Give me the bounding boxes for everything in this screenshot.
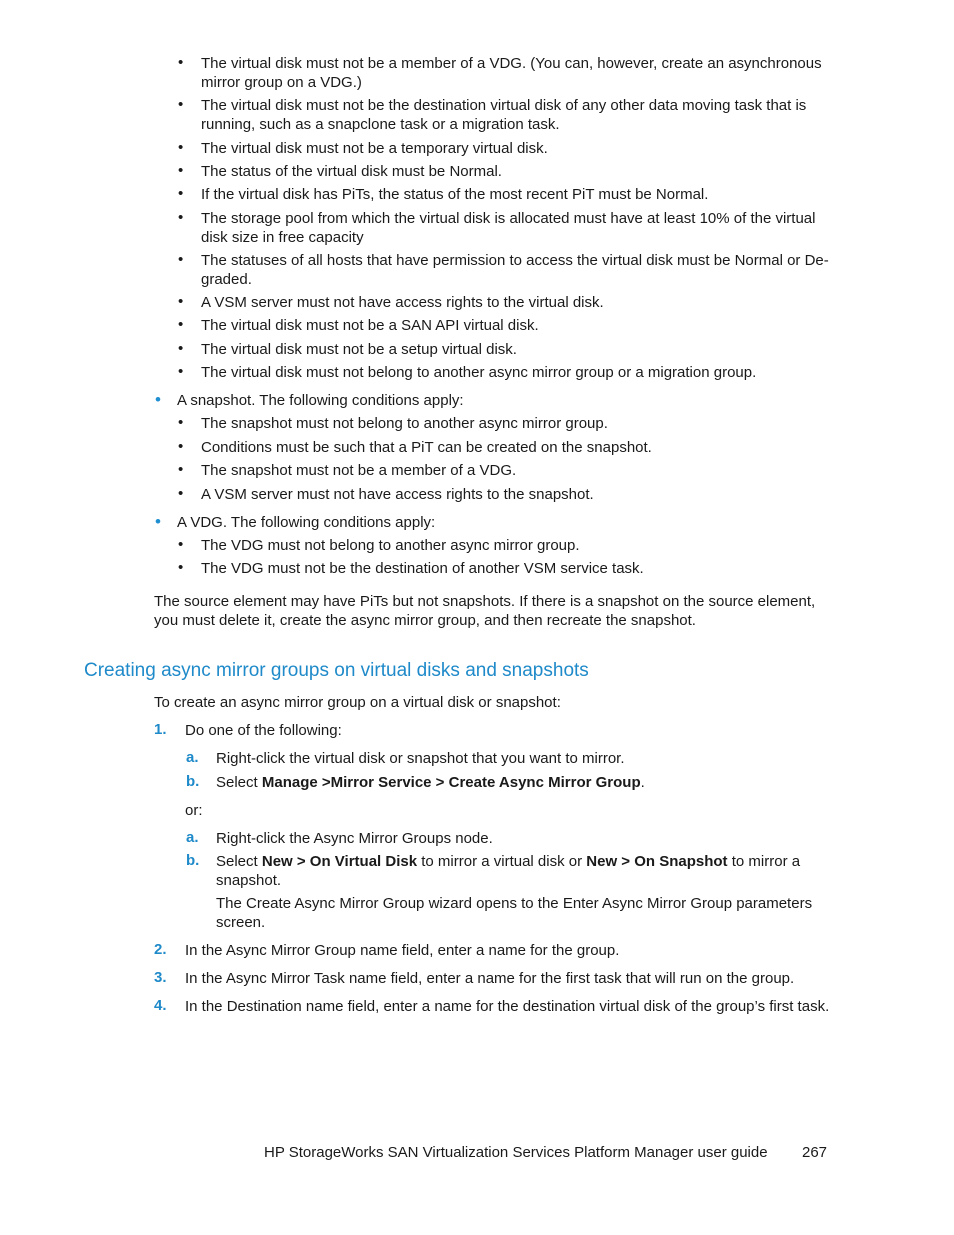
bullet-icon: • [178,185,184,202]
bullet-icon: • [178,438,184,455]
bullet-icon: • [155,512,161,531]
list-item: The virtual disk must not be a temporary virtual disk. [201,140,548,157]
step-text: In the Async Mirror Task name field, enter a name for the first task that will run on the group. [185,970,795,987]
bullet-icon: • [178,363,184,380]
menu-path: New > On Virtual Disk [261,853,418,870]
list-item: The virtual disk must not be a member of a VDG. (You can, however, create an asynchronous mirror group on a VDG.) [201,55,822,91]
menu-path: New > On Snapshot [586,853,728,870]
or-label: or: [185,802,203,819]
list-item: The virtual disk must not be a setup virtual disk. [201,341,517,358]
list-item: The status of the virtual disk must be Normal. [201,163,502,180]
substep-letter: a. [186,829,199,846]
step-text: Do one of the following: [185,722,342,739]
bullet-icon: • [178,536,184,553]
snapshot-intro: A snapshot. The following conditions apply: [177,392,464,409]
list-item: The storage pool from which the virtual disk is allocated must have at least 10% of the virtual disk size in free capacity [201,210,816,246]
section-heading: Creating async mirror groups on virtual disks and snapshots [84,660,589,681]
list-item: The virtual disk must not be the destination virtual disk of any other data moving task that is running, such as a snapclone task or a migration task. [201,97,807,133]
vdg-intro: A VDG. The following conditions apply: [177,514,436,531]
menu-path: Manage >Mirror Service > Create Async Mirror Group [261,774,641,791]
list-item: The statuses of all hosts that have permission to access the virtual disk must be Normal or De- graded. [201,252,829,288]
list-item: Conditions must be such that a PiT can be created on the snapshot. [201,439,652,456]
bullet-icon: • [178,340,184,357]
bullet-icon: • [178,139,184,156]
list-item: The VDG must not be the destination of another VSM service task. [201,560,644,577]
substep-text: Select New > On Virtual Disk to mirror a virtual disk or New > On Snapshot to mirror a snapshot. [216,853,801,889]
step-text: In the Destination name field, enter a name for the destination virtual disk of the group’s first task. [185,998,830,1015]
footer-title: HP StorageWorks SAN Virtualization Services Platform Manager user guide [264,1144,768,1161]
list-item: The virtual disk must not be a SAN API virtual disk. [201,317,539,334]
substep-text: Right-click the Async Mirror Groups node. [216,830,493,847]
step-number: 3. [154,969,167,986]
bullet-icon: • [178,54,184,71]
substep-letter: b. [186,773,200,790]
bullet-icon: • [178,96,184,113]
list-item: The snapshot must not belong to another async mirror group. [201,415,608,432]
step-number: 2. [154,941,167,958]
bullet-icon: • [178,209,184,226]
list-item: The virtual disk must not belong to another async mirror group or a migration group. [201,364,757,381]
substep-text: Select Manage >Mirror Service > Create Async Mirror Group. [216,774,645,791]
list-item: The snapshot must not be a member of a VDG. [201,462,517,479]
list-item: The VDG must not belong to another async mirror group. [201,537,580,554]
step-number: 4. [154,997,167,1014]
bullet-icon: • [178,316,184,333]
step-number: 1. [154,721,167,738]
bullet-icon: • [178,559,184,576]
substep-letter: b. [186,852,200,869]
list-item: A VSM server must not have access rights to the snapshot. [201,486,594,503]
procedure-intro: To create an async mirror group on a virtual disk or snapshot: [154,694,561,711]
bullet-icon: • [178,461,184,478]
step-text: In the Async Mirror Group name field, enter a name for the group. [185,942,620,959]
list-item: If the virtual disk has PiTs, the status of the most recent PiT must be Normal. [201,186,709,203]
substep-text: Right-click the virtual disk or snapshot that you want to mirror. [216,750,625,767]
bullet-icon: • [178,162,184,179]
bullet-icon: • [178,293,184,310]
list-item: A VSM server must not have access rights to the virtual disk. [201,294,604,311]
bullet-icon: • [178,251,184,268]
source-paragraph: The source element may have PiTs but not snapshots. If there is a snapshot on the source element, you must delete it, create the async mirror group, and then recreate the snapshot. [154,593,816,629]
bullet-icon: • [178,485,184,502]
bullet-icon: • [155,390,161,409]
bullet-icon: • [178,414,184,431]
substep-letter: a. [186,749,199,766]
page-number: 267 [802,1144,828,1161]
substep-note: The Create Async Mirror Group wizard opens to the Enter Async Mirror Group parameters screen. [216,895,813,931]
